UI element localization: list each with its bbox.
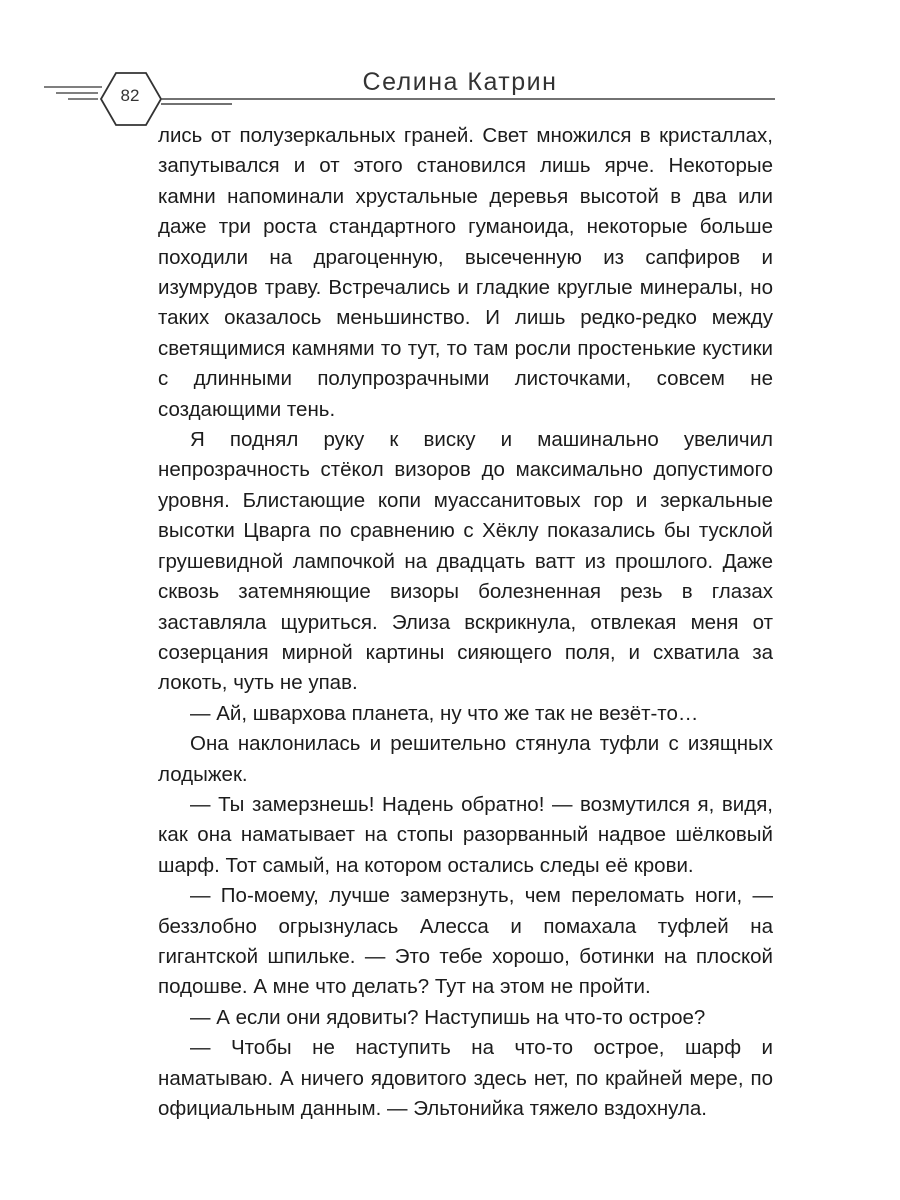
book-text xyxy=(158,121,773,1124)
paragraph: Она наклонилась и решительно стянула туфли с изящных лодыжек. xyxy=(158,732,773,786)
dialogue-line: — По-моему, лучше замерзнуть, чем переломать ноги, — беззлобно огрызнулась Алесса и помахала туфлей на гигантской шпильке. — Это тебе хорошо, ботинки на плоской подошве. А мне что делать? Тут на этом не пройти. xyxy=(158,884,773,999)
running-title: Селина Катрин xyxy=(362,68,558,96)
dialogue-line: — Ты замерзнешь! Надень обратно! — возмутился я, видя, как она наматывает на стопы разорванный надвое шёлковый шарф. Тот самый, на котором остались следы её крови. xyxy=(158,792,773,877)
page-header xyxy=(0,0,900,140)
dialogue-line: — А если они ядовиты? Наступишь на что-то острое? xyxy=(190,1005,706,1029)
dialogue-line: — Чтобы не наступить на что-то острое, шарф и наматываю. А ничего ядовитого здесь нет, по крайней мере, по официальным данным. — Эльтонийка тяжело вздохнула. xyxy=(158,1036,773,1120)
paragraph: Я поднял руку к виску и машинально увеличил непрозрачность стёкол визоров до максимально допустимого уровня. Блистающие копи муассанитовых гор и зеркальные высотки Цварга по сравнению с Хёклу показались бы тусклой грушевидной лампочкой на двадцать ватт из прошлого. Даже сквозь затемняющие визоры болезненная резь в глазах заставляла щуриться. Элиза вскрикнула, отвлекая меня от созерцания мирной картины сияющего поля, и схватила за локоть, чуть не упав. xyxy=(158,428,773,695)
paragraph: лись от полузеркальных граней. Свет множился в кристаллах, запутывался и от этого становился лишь ярче. Некоторые камни напоминали хрустальные деревья высотой в два или даже три роста стандартного гуманоида, некоторые больше походили на драгоценную, высеченную из сапфиров и изумрудов траву. Встречались и гладкие круглые минералы, но таких оказалось меньшинство. И лишь редко-редко между светящимися камнями то тут, то там росли простенькие кустики с длинными полупрозрачными листочками, совсем не создающими тень. xyxy=(158,124,773,421)
dialogue-line: — Ай, швархова планета, ну что же так не везёт-то… xyxy=(190,701,699,725)
page-number: 82 xyxy=(120,86,140,105)
